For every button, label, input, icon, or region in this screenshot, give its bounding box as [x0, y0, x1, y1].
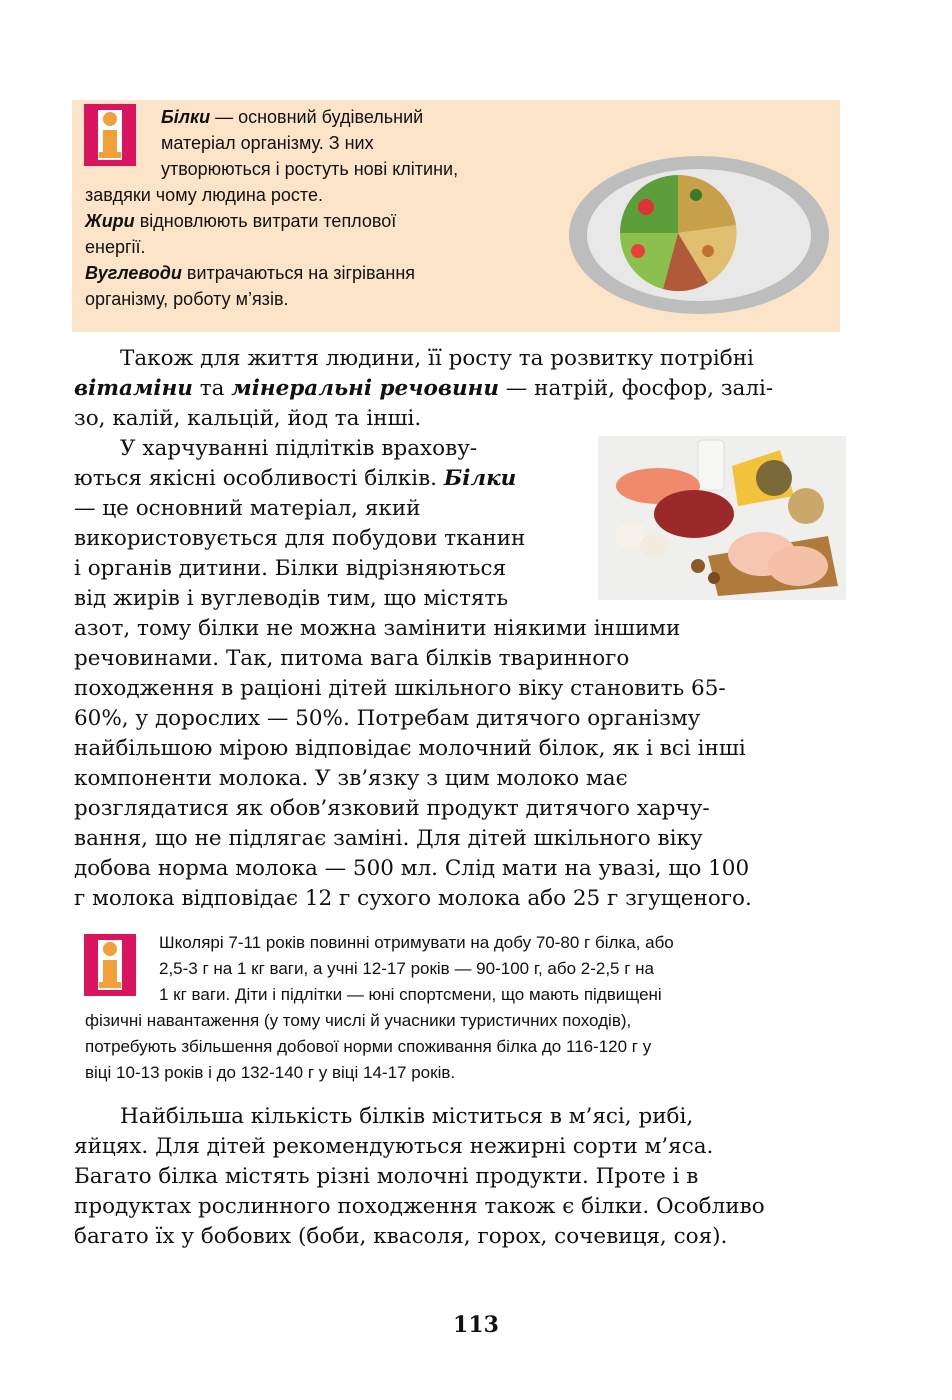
- protein-foods-photo: [598, 436, 846, 600]
- paragraph-vitamins: Також для життя людини, її росту та розвитку потрібні вітаміни та мінеральні речовини — натрій, фосфор, залі- зо, калій, кальцій, йод та інші.: [74, 346, 774, 431]
- term-carbohydrates: Вуглеводи: [85, 263, 182, 283]
- term-proteins-2: Білки: [443, 466, 517, 491]
- term-minerals: мінеральні речовини: [231, 376, 499, 401]
- term-vitamins: вітаміни: [74, 376, 193, 401]
- term-fats: Жири: [85, 211, 135, 231]
- paragraph-proteins-top: У харчуванні підлітків врахову- ються якісні особливості білків. Білки — це основний матеріал, який використовується для побудови тканин і органів дитини. Білки відрізняються від жирів і вуглеводів тим, що містять: [74, 436, 526, 611]
- page-number: 113: [453, 1312, 499, 1338]
- paragraph-protein-sources: Найбільша кількість білків міститься в м’ясі, рибі, яйцях. Для дітей рекомендуються нежирні сорти м’яса. Багато білка містять різні молочні продукти. Проте і в продуктах рослинного походження також є білки. Особливо багато їх у бобових (боби, квасоля, горох, сочевиця, соя).: [74, 1104, 765, 1249]
- info-box-1-text: Білки — основний будівельний матеріал організму. З них утворюються і ростуть нові клітини, завдяки чому людина росте. Жири відновлюють витрати теплової енергії. Вуглеводи витрачаються на зігрівання організму, роботу м’язів.: [85, 107, 459, 309]
- food-plate-image: [568, 155, 830, 315]
- paragraph-proteins-bottom: азот, тому білки не можна замінити ніякими іншими речовинами. Так, питома вага білків тваринного походження в раціоні дітей шкільного віку становить 65- 60%, у дорослих — 50%. Потребам дитячого організму найбільшою мірою відповідає молочний білок, як і всі інші компоненти молока. У зв’язку з цим молоко має розглядатися як обов’язковий продукт дитячого харчу- вання, що не підлягає заміні. Для дітей шкільного віку добова норма молока — 500 мл. Слід мати на увазі, що 100 г молока відповідає 12 г сухого молока або 25 г згущеного.: [74, 616, 752, 911]
- info-box-protein-norms: Школярі 7-11 років повинні отримувати на добу 70-80 г білка, або 2,5-3 г на 1 кг ваги, а учні 12-17 років — 90-100 г, або 2-2,5 г на 1 кг ваги. Діти і підлітки — юні спортсмени, що мають підвищені фізичні навантаження (у тому числі й учасники туристичних походів), потребують збільшення добової норми споживання білка до 116-120 г у віці 10-13 років і до 132-140 г у віці 14-17 років.: [85, 933, 674, 1082]
- term-proteins: Білки: [161, 107, 211, 127]
